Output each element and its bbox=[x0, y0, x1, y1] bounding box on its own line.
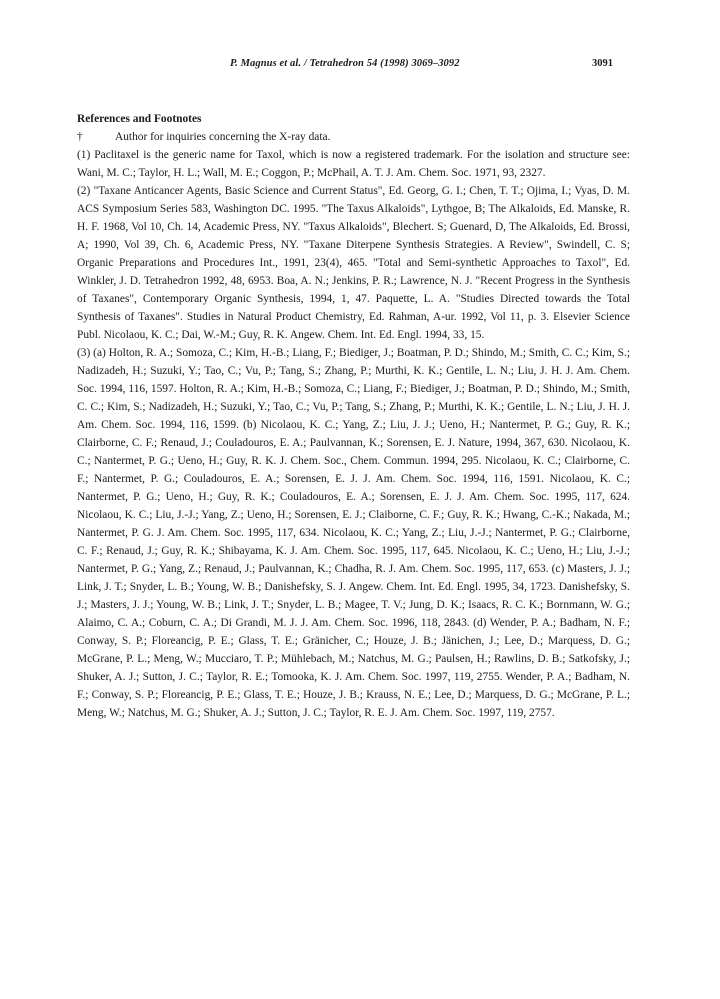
section-title: References and Footnotes bbox=[77, 113, 202, 125]
footnote-dagger bbox=[77, 128, 630, 146]
dagger-symbol: † bbox=[77, 131, 83, 143]
reference-2: (2) "Taxane Anticancer Agents, Basic Science and Current Status", Ed. Georg, G. I.; Chen, T. T.; Ojima, I.; Vyas, D. M. ACS Symposium Series 583, Washington DC. 1995. "The Taxus Alkaloids", Lythgoe, B; The Alkaloids, Ed. Manske, R. H. F. 1968, Vol 10, Ch. 14, Academic Press, NY. "Taxus Alkaloids", Blechert. S; Guenard, D, The Alkaloids, Ed. Brossi, A; 1990, Vol 39, Ch. 6, Academic Press, NY. "Taxane Diterpene Synthesis Strategies. A Review", Swindell, C. S; Organic Preparations and Procedures Int., 1991, 23(4), 465. "Total and Semi-synthetic Approaches to Taxol", Ed. Winkler, J. D. Tetrahedron 1992, 48, 6953. Boa, A. N.; Jenkins, P. R.; Lawrence, N. J. "Recent Progress in the Synthesis of Taxanes", Contemporary Organic Synthesis, 1994, 1, 47. Paquette, L. A. "Studies Directed towards the Total Synthesis of Taxanes". Studies in Natural Product Chemistry, Ed. Rahman, A-ur. 1992, Vol 11, p. 3. Elsevier Science Publ. Nicolaou, K. C.; Dai, W.-M.; Guy, R. K. Angew. Chem. Int. Ed. Engl. 1994, 33, 15. bbox=[77, 185, 630, 341]
references-section bbox=[77, 110, 630, 722]
reference-3: (3) (a) Holton, R. A.; Somoza, C.; Kim, H.-B.; Liang, F.; Biediger, J.; Boatman, P. D.; Shindo, M.; Smith, C. C.; Kim, S.; Nadizadeh, H.; Suzuki, Y.; Tao, C.; Vu, P.; Tang, S.; Zhang, P.; Murthi, K. K.; Gentile, L. N.; Liu, J. H. J. Am. Chem. Soc. 1994, 116, 1597. Holton, R. A.; Kim, H.-B.; Somoza, C.; Liang, F.; Biediger, J.; Boatman, P. D.; Shindo, M.; Smith, C. C.; Kim, S.; Nadizadeh, H.; Suzuki, Y.; Tao, C.; Vu, P.; Tang, S.; Zhang, P.; Murthi, K. K.; Gentile, L. N.; Liu, J. H. J. Am. Chem. Soc. 1994, 116, 1599. (b) Nicolaou, K. C.; Yang, Z.; Liu, J. J.; Ueno, H.; Nantermet, P. G.; Guy, R. K.; Clairborne, C. F.; Renaud, J.; Couladouros, E. A.; Paulvannan, K.; Sorensen, E. J. Nature, 1994, 367, 630. Nicolaou, K. C.; Nantermet, P. G.; Ueno, H.; Guy, R. K. J. Chem. Soc., Chem. Commun. 1994, 295. Nicolaou, K. C.; Clairborne, C. F.; Nantermet, P. G.; Couladouros, E. A.; Sorensen, E. J. J. Am. Chem. Soc. 1994, 116, 1591. Nicolaou, K. C.; Nantermet, P. G.; Ueno, H.; Guy, R. K.; Couladouros, E. A.; Sorensen, E. J. J. Am. Chem. Soc. 1995, 117, 624. Nicolaou, K. C.; Liu, J.-J.; Yang, Z.; Ueno, H.; Sorensen, E. J.; Claiborne, C. F.; Guy, R. K.; Hwang, C.-K.; Nakada, M.; Nantermet, P. G. J. Am. Chem. Soc. 1995, 117, 634. Nicolaou, K. C.; Yang, Z.; Liu, J.-J.; Nantermet, P. G.; Clairborne, C. F.; Renaud, J.; Guy, R. K.; Shibayama, K. J. Am. Chem. Soc. 1995, 117, 645. Nicolaou, K. C.; Ueno, H.; Liu, J.-J.; Nantermet, P. G.; Yang, Z.; Renaud, J.; Paulvannan, K.; Chadha, R. J. Am. Chem. Soc. 1995, 117, 653. (c) Masters, J. J.; Link, J. T.; Snyder, L. B.; Young, W. B.; Danishefsky, S. J. Angew. Chem. Int. Ed. Engl. 1995, 34, 1723. Danishefsky, S. J.; Masters, J. J.; Young, W. B.; Link, J. T.; Snyder, L. B.; Magee, T. V.; Jung, D. K.; Isaacs, R. C. K.; Bornmann, W. G.; Alaimo, C. A.; Coburn, C. A.; Di Grandi, M. J. J. Am. Chem. Soc. 1996, 118, 2843. (d) Wender, P. A.; Badham, N. F.; Conway, S. P.; Floreancig, P. E.; Glass, T. E.; Gränicher, C.; Houze, J. B.; Jänichen, J.; Lee, D.; Marquess, D. G.; McGrane, P. L.; Meng, W.; Mucciaro, T. P.; Mühlebach, M.; Natchus, M. G.; Paulsen, H.; Rawlins, D. B.; Satkofsky, J.; Shuker, A. J.; Sutton, J. C.; Taylor, R. E.; Tomooka, K. J. Am. Chem. Soc. 1997, 119, 2755. Wender, P. A.; Badham, N. F.; Conway, S. P.; Floreancig, P. E.; Glass, T. E.; Houze, J. B.; Krauss, N. E.; Lee, D.; Marquess, D. G.; McGrane, P. L.; Meng, W.; Natchus, M. G.; Shuker, A. J.; Sutton, J. C.; Taylor, R. E. J. Am. Chem. Soc. 1997, 119, 2757. bbox=[77, 347, 630, 719]
reference-1: (1) Paclitaxel is the generic name for Taxol, which is now a registered trademark. For the isolation and structure see: Wani, M. C.; Taylor, H. L.; Wall, M. E.; Coggon, P.; McPhail, A. T. J. Am. Chem. Soc. 1971, 93, 2327. bbox=[77, 149, 630, 179]
footnote-text: Author for inquiries concerning the X-ray data. bbox=[115, 131, 331, 143]
running-title: P. Magnus et al. / Tetrahedron 54 (1998) 3069–3092 bbox=[230, 58, 460, 69]
page-number: 3091 bbox=[592, 58, 613, 69]
running-header bbox=[0, 58, 720, 74]
